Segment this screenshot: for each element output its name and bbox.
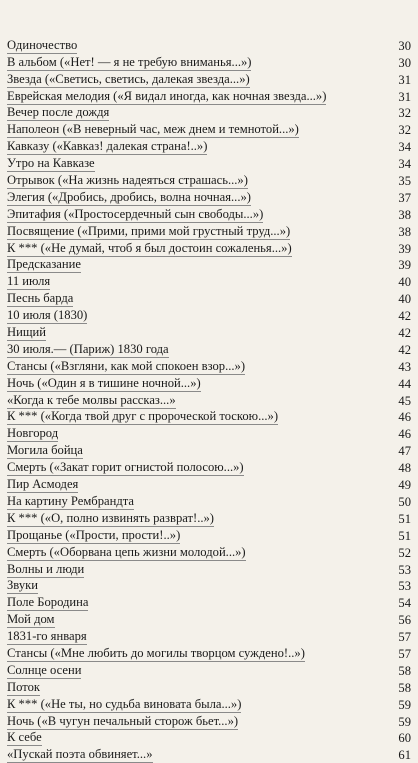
toc-entry-page: 49	[398, 478, 411, 493]
toc-entry-title: Звезда («Светись, светись, далекая звезда...»)	[7, 71, 250, 86]
toc-entry-title: К *** («Не ты, но судьба виновата была...»)	[7, 696, 242, 711]
toc-entry-title: Отрывок («На жизнь надеяться страшась...»)	[7, 173, 248, 188]
toc-entry-title: Волны и люди	[7, 561, 85, 576]
toc-entry	[7, 257, 411, 274]
toc-entry-page: 42	[398, 342, 411, 357]
table-of-contents	[7, 37, 411, 763]
toc-entry-title: Наполеон («В неверный час, меж днем и темнотой...»)	[7, 122, 299, 137]
toc-entry	[7, 409, 411, 426]
toc-entry	[7, 459, 411, 476]
toc-entry	[7, 561, 411, 578]
toc-entry-page: 46	[398, 410, 411, 425]
toc-entry	[7, 425, 411, 442]
toc-entry-title: Стансы («Мне любить до могилы творцом суждено!..»)	[7, 645, 305, 660]
toc-entry	[7, 746, 411, 763]
toc-entry-page: 38	[398, 224, 411, 239]
toc-entry-page: 53	[398, 579, 411, 594]
toc-entry-title: Прощанье («Прости, прости!..»)	[7, 527, 181, 542]
toc-entry-title: «Когда к тебе молвы рассказ...»	[7, 392, 176, 407]
toc-entry	[7, 240, 411, 257]
toc-entry-page: 53	[398, 562, 411, 577]
toc-entry	[7, 628, 411, 645]
toc-entry-title: Мой дом	[7, 612, 55, 627]
toc-entry-title: 11 июля	[7, 274, 51, 289]
toc-entry-title: Солнце осени	[7, 662, 82, 677]
toc-entry-page: 61	[398, 748, 411, 763]
toc-entry-page: 59	[398, 714, 411, 729]
toc-entry-title: Могила бойца	[7, 443, 83, 458]
toc-entry	[7, 37, 411, 54]
toc-entry-page: 58	[398, 663, 411, 678]
toc-entry-title: Эпитафия («Простосердечный сын свободы...»)	[7, 206, 264, 221]
toc-entry-title: Кавказу («Кавказ! далекая страна!..»)	[7, 139, 208, 154]
toc-entry	[7, 594, 411, 611]
toc-entry	[7, 662, 411, 679]
toc-entry-page: 58	[398, 680, 411, 695]
toc-entry-page: 60	[398, 731, 411, 746]
toc-entry-page: 45	[398, 393, 411, 408]
toc-entry-page: 43	[398, 359, 411, 374]
toc-entry-page: 30	[398, 38, 411, 53]
toc-entry-page: 47	[398, 444, 411, 459]
toc-entry-page: 37	[398, 190, 411, 205]
toc-entry-page: 52	[398, 545, 411, 560]
toc-entry-title: Смерть («Закат горит огнистой полосою...»)	[7, 460, 244, 475]
toc-entry	[7, 611, 411, 628]
toc-entry	[7, 392, 411, 409]
toc-entry-page: 44	[398, 376, 411, 391]
toc-entry-page: 51	[398, 511, 411, 526]
toc-entry-title: Стансы («Взгляни, как мой спокоен взор...»)	[7, 358, 246, 373]
toc-entry-title: Песнь барда	[7, 291, 74, 306]
toc-entry-title: Еврейская мелодия («Я видал иногда, как ночная звезда...»)	[7, 88, 327, 103]
toc-entry	[7, 290, 411, 307]
toc-entry	[7, 223, 411, 240]
toc-entry-page: 48	[398, 461, 411, 476]
toc-entry	[7, 105, 411, 122]
toc-entry-title: 1831-го января	[7, 629, 87, 644]
toc-entry	[7, 189, 411, 206]
toc-entry	[7, 544, 411, 561]
toc-entry-page: 31	[398, 89, 411, 104]
toc-entry	[7, 324, 411, 341]
toc-entry-page: 39	[398, 258, 411, 273]
toc-entry	[7, 358, 411, 375]
toc-entry-title: Поток	[7, 679, 40, 694]
toc-entry-title: Посвящение («Прими, прими мой грустный труд...»)	[7, 223, 291, 238]
toc-entry	[7, 578, 411, 595]
toc-entry-title: К *** («Когда твой друг с пророческой тоскою...»)	[7, 409, 279, 424]
toc-entry-page: 38	[398, 207, 411, 222]
toc-entry-page: 42	[398, 309, 411, 324]
toc-entry-title: Звуки	[7, 578, 38, 593]
toc-entry-title: В альбом («Нет! — я не требую вниманья...»)	[7, 54, 252, 69]
toc-entry-page: 32	[398, 106, 411, 121]
toc-entry-page: 54	[398, 596, 411, 611]
toc-entry-page: 42	[398, 326, 411, 341]
toc-entry	[7, 71, 411, 88]
toc-entry-title: К *** («О, полно извинять разврат!..»)	[7, 510, 214, 525]
toc-entry-page: 46	[398, 427, 411, 442]
toc-entry-page: 50	[398, 494, 411, 509]
toc-entry	[7, 679, 411, 696]
toc-entry-title: Новгород	[7, 426, 59, 441]
toc-entry	[7, 476, 411, 493]
toc-entry-title: Пир Асмодея	[7, 477, 79, 492]
toc-entry-page: 57	[398, 646, 411, 661]
toc-entry	[7, 88, 411, 105]
toc-entry	[7, 155, 411, 172]
toc-entry-title: Элегия («Дробись, дробись, волна ночная...»)	[7, 189, 251, 204]
toc-entry-title: Одиночество	[7, 37, 78, 52]
toc-entry	[7, 307, 411, 324]
toc-entry-title: Смерть («Оборвана цепь жизни молодой...»)	[7, 544, 246, 559]
toc-entry	[7, 493, 411, 510]
toc-entry-page: 39	[398, 241, 411, 256]
toc-entry	[7, 206, 411, 223]
toc-entry-page: 34	[398, 140, 411, 155]
toc-entry-page: 56	[398, 613, 411, 628]
toc-entry-title: Вечер после дождя	[7, 105, 110, 120]
toc-entry-page: 40	[398, 275, 411, 290]
toc-entry-title: Утро на Кавказе	[7, 156, 95, 171]
toc-entry-title: К *** («Не думай, чтоб я был достоин сожаленья...»)	[7, 240, 292, 255]
toc-entry	[7, 442, 411, 459]
toc-entry	[7, 138, 411, 155]
toc-entry-title: Ночь («Один я в тишине ночной...»)	[7, 375, 201, 390]
toc-entry-page: 57	[398, 630, 411, 645]
toc-entry	[7, 713, 411, 730]
toc-entry	[7, 341, 411, 358]
toc-entry-page: 32	[398, 123, 411, 138]
toc-entry	[7, 696, 411, 713]
toc-entry-title: На картину Рембрандта	[7, 493, 134, 508]
toc-entry	[7, 172, 411, 189]
toc-entry-page: 40	[398, 292, 411, 307]
toc-entry-title: Поле Бородина	[7, 595, 89, 610]
toc-entry-title: Нищий	[7, 325, 47, 340]
toc-entry-page: 31	[398, 72, 411, 87]
toc-entry-title: К себе	[7, 730, 42, 745]
toc-entry	[7, 730, 411, 747]
toc-entry-title: «Пускай поэта обвиняет...»	[7, 747, 153, 762]
toc-entry	[7, 527, 411, 544]
toc-entry	[7, 273, 411, 290]
toc-entry-title: 10 июля (1830)	[7, 308, 88, 323]
toc-entry-page: 30	[398, 55, 411, 70]
toc-entry	[7, 54, 411, 71]
toc-entry-page: 34	[398, 157, 411, 172]
toc-entry	[7, 121, 411, 138]
toc-entry	[7, 645, 411, 662]
toc-entry-title: Ночь («В чугун печальный сторож бьет...»)	[7, 713, 239, 728]
toc-entry-title: 30 июля.— (Париж) 1830 года	[7, 341, 169, 356]
toc-entry-page: 35	[398, 174, 411, 189]
toc-entry	[7, 510, 411, 527]
toc-entry-page: 59	[398, 697, 411, 712]
toc-entry	[7, 375, 411, 392]
toc-entry-title: Предсказание	[7, 257, 81, 272]
toc-entry-page: 51	[398, 528, 411, 543]
